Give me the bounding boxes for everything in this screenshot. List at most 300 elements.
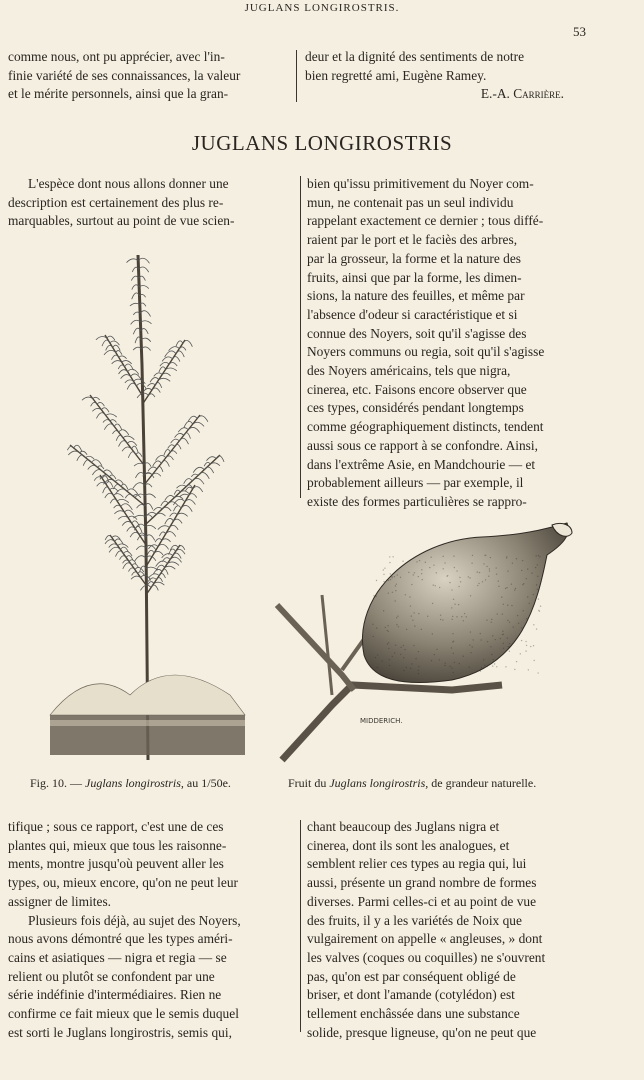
stipple-dot	[449, 666, 450, 667]
stipple-dot	[449, 582, 450, 583]
stipple-dot	[493, 659, 494, 660]
leaflet	[114, 505, 121, 508]
leaflet	[177, 513, 187, 516]
stipple-dot	[395, 590, 396, 591]
leaflet	[112, 361, 122, 364]
walnut-tree-illustration	[30, 245, 260, 775]
stipple-dot	[463, 656, 464, 657]
stipple-dot	[494, 663, 495, 664]
leaflet	[131, 576, 141, 579]
stipple-dot	[508, 646, 509, 647]
stipple-dot	[421, 629, 422, 630]
stipple-dot	[505, 588, 506, 589]
stipple-dot	[477, 571, 478, 572]
stipple-dot	[376, 627, 377, 628]
leaflet	[104, 424, 114, 430]
stipple-dot	[490, 621, 491, 622]
stipple-dot	[446, 576, 447, 577]
stipple-dot	[413, 574, 414, 575]
leaflet	[166, 532, 176, 537]
stipple-dot	[514, 669, 515, 670]
leaflet	[102, 340, 110, 346]
stipple-dot	[514, 589, 515, 590]
stipple-dot	[480, 633, 481, 634]
stipple-dot	[480, 670, 481, 671]
stipple-dot	[506, 556, 507, 557]
stipple-dot	[453, 672, 454, 673]
stipple-dot	[381, 660, 382, 661]
leaflet	[104, 350, 116, 355]
stipple-dot	[511, 584, 512, 585]
text-line: probablement ailleurs — par exemple, il	[307, 475, 524, 491]
stipple-dot	[458, 604, 459, 605]
stipple-dot	[470, 595, 471, 596]
text-line: cinerea, dont ils sont les analogues, et	[307, 837, 510, 853]
stipple-dot	[421, 573, 422, 574]
stipple-dot	[492, 635, 493, 636]
stipple-dot	[472, 646, 473, 647]
leaflet	[91, 402, 97, 406]
text-line: vulgairement on appelle « angleuses, » dont	[307, 931, 543, 947]
stipple-dot	[411, 663, 412, 664]
stipple-dot	[486, 666, 487, 667]
leaflet	[155, 382, 161, 387]
leaflet	[179, 347, 186, 350]
stipple-dot	[418, 576, 419, 577]
stipple-dot	[375, 657, 376, 658]
stipple-dot	[411, 615, 412, 616]
leaflet	[132, 572, 138, 576]
leaflet	[138, 258, 149, 263]
stipple-dot	[470, 652, 471, 653]
stipple-dot	[385, 627, 386, 628]
stipple-dot	[525, 650, 526, 651]
stipple-dot	[383, 569, 384, 570]
stipple-dot	[430, 556, 431, 557]
leaflet	[123, 563, 132, 569]
text-line: Noyers communs ou regia, soit qu'il s'agisse	[307, 344, 545, 360]
stipple-dot	[427, 616, 428, 617]
leaflet	[77, 455, 86, 461]
stipple-dot	[533, 660, 534, 661]
stipple-dot	[439, 587, 440, 588]
leaflet	[82, 397, 93, 400]
stipple-dot	[521, 570, 522, 571]
stipple-dot	[509, 622, 510, 623]
text-line: et le mérite personnels, ainsi que la gran-	[8, 86, 229, 102]
stipple-dot	[443, 568, 444, 569]
stipple-dot	[535, 555, 536, 556]
stipple-dot	[498, 580, 499, 581]
stipple-dot	[502, 613, 503, 614]
leaflet	[119, 370, 128, 374]
leaflet	[173, 357, 180, 362]
text-line: l'absence d'odeur si caractéristique et si	[307, 306, 518, 322]
stipple-dot	[410, 668, 411, 669]
stipple-dot	[422, 579, 423, 580]
text-line: bien regretté ami, Eugène Ramey.	[305, 67, 487, 83]
leaflet	[167, 562, 179, 566]
stipple-dot	[440, 619, 441, 620]
stipple-dot	[444, 562, 445, 563]
stipple-dot	[460, 581, 461, 582]
stipple-dot	[400, 647, 401, 648]
stipple-dot	[458, 586, 459, 587]
leaflet	[135, 556, 146, 561]
stipple-dot	[468, 576, 469, 577]
stipple-dot	[540, 606, 541, 607]
leaflet	[183, 341, 193, 347]
stipple-dot	[509, 643, 510, 644]
stipple-dot	[463, 620, 464, 621]
text-line: raient par le port et le faciès des arbres,	[307, 232, 518, 248]
text-line: des Noyers américains, tels que nigra,	[307, 363, 511, 379]
stipple-dot	[411, 584, 412, 585]
text-line: série indéfinie d'intermédiaires. Rien ne	[8, 987, 222, 1003]
stipple-dot	[432, 603, 433, 604]
leaflet	[152, 473, 160, 476]
stipple-dot	[506, 587, 507, 588]
stipple-dot	[538, 598, 539, 599]
leaflet	[67, 446, 73, 450]
leaflet	[130, 532, 139, 537]
leaflet	[127, 527, 136, 532]
stipple-dot	[433, 564, 434, 565]
leaflet	[116, 435, 123, 441]
text-line: fruits, ainsi que par la forme, les dimen-	[307, 269, 522, 285]
leaflet	[216, 456, 224, 462]
leaflet	[176, 351, 184, 357]
leaflet	[148, 394, 155, 397]
stipple-dot	[392, 656, 393, 657]
text-line: connue des Noyers, soit qu'il s'agisse des	[307, 325, 527, 341]
stipple-dot	[388, 580, 389, 581]
stipple-dot	[416, 561, 417, 562]
leaflet	[103, 420, 110, 423]
stipple-dot	[454, 567, 455, 568]
stipple-dot	[389, 556, 390, 557]
text-line: tifique ; sous ce rapport, c'est une de ces	[8, 819, 224, 834]
stipple-dot	[391, 576, 392, 577]
stipple-dot	[533, 624, 534, 625]
stipple-dot	[415, 658, 416, 659]
stipple-dot	[402, 561, 403, 562]
leaflet	[110, 499, 117, 503]
leaflet	[105, 540, 115, 544]
stipple-dot	[388, 631, 389, 632]
stipple-dot	[433, 584, 434, 585]
stipple-dot	[444, 665, 445, 666]
leaflet	[121, 375, 131, 379]
stipple-dot	[442, 556, 443, 557]
leaflet	[114, 511, 124, 514]
stipple-dot	[413, 612, 414, 613]
stipple-dot	[429, 567, 430, 568]
stipple-dot	[522, 584, 523, 585]
stipple-dot	[489, 568, 490, 569]
text-line: marquables, surtout au point de vue scien-	[8, 213, 235, 229]
text-line: sions, la nature des feuilles, et même par	[307, 288, 525, 304]
stipple-dot	[503, 604, 504, 605]
stipple-dot	[403, 657, 404, 658]
leaflet	[174, 496, 183, 499]
leaflet	[128, 568, 134, 572]
stipple-dot	[521, 640, 522, 641]
leaflet	[103, 487, 110, 493]
stipple-dot	[452, 633, 453, 634]
stipple-dot	[436, 572, 437, 573]
stipple-dot	[466, 616, 467, 617]
text-line: tellement enchâssée dans une substance	[307, 1006, 520, 1022]
column-divider	[296, 50, 297, 102]
leaflet	[181, 505, 192, 511]
leaflet	[188, 427, 199, 432]
text-line: pas, qu'on est par conséquent obligé de	[307, 968, 516, 984]
stipple-dot	[536, 584, 537, 585]
stipple-dot	[503, 643, 504, 644]
stipple-dot	[404, 649, 405, 650]
stipple-dot	[479, 572, 480, 573]
caption-text: Fruit du	[288, 776, 330, 790]
stipple-dot	[537, 564, 538, 565]
text-line: semblent relier ces types au regia qui, lui	[307, 856, 527, 872]
stipple-dot	[484, 555, 485, 556]
stipple-dot	[383, 581, 384, 582]
stipple-dot	[431, 660, 432, 661]
stipple-dot	[408, 572, 409, 573]
leaflet	[185, 500, 195, 505]
stipple-dot	[461, 616, 462, 617]
leaflet	[154, 551, 163, 555]
stipple-dot	[459, 663, 460, 664]
stipple-dot	[409, 596, 410, 597]
leaflet	[159, 574, 165, 578]
stipple-dot	[525, 641, 526, 642]
stipple-dot	[456, 616, 457, 617]
fruit-figure-caption	[288, 776, 536, 791]
stipple-dot	[528, 669, 529, 670]
leaflet	[210, 463, 220, 466]
stipple-dot	[472, 555, 473, 556]
text-line: chant beaucoup des Juglans nigra et	[307, 819, 500, 834]
leaflet	[162, 507, 171, 511]
text-line: mun, ne contenait pas un seul individu	[307, 194, 514, 210]
stipple-dot	[469, 645, 470, 646]
leaflet	[118, 516, 128, 519]
stipple-dot	[539, 556, 540, 557]
stipple-dot	[482, 581, 483, 582]
column-2-top	[307, 175, 587, 512]
stipple-dot	[376, 667, 377, 668]
leaflet	[189, 494, 197, 498]
caption-species: Juglans longirostris,	[329, 776, 429, 790]
leaflet	[151, 585, 158, 590]
stipple-dot	[512, 563, 513, 564]
stipple-dot	[496, 613, 497, 614]
stipple-dot	[529, 603, 530, 604]
stipple-dot	[505, 666, 506, 667]
leaflet	[128, 452, 136, 458]
leaflet	[127, 259, 139, 263]
text-line: briser, et dont l'amande (cotylédon) est	[307, 987, 515, 1003]
text-line: relient ou plutôt se confondent par une	[8, 968, 215, 984]
column-1-bottom	[8, 818, 293, 1042]
stipple-dot	[387, 643, 388, 644]
stipple-dot	[396, 617, 397, 618]
stipple-dot	[392, 592, 393, 593]
stipple-dot	[535, 567, 536, 568]
leaflet	[157, 578, 163, 582]
caption-species: Juglans longirostris,	[85, 776, 184, 790]
text-line: description est certainement des plus re-	[8, 194, 224, 210]
stipple-dot	[521, 627, 522, 628]
leaflet	[92, 408, 101, 411]
leaflet	[193, 422, 204, 426]
stipple-dot	[418, 670, 419, 671]
stipple-dot	[513, 626, 514, 627]
text-line: nous avons démontré que les types améri-	[8, 931, 233, 947]
stipple-dot	[406, 629, 407, 630]
text-line: finie variété de ses connaissances, la valeur	[8, 67, 241, 83]
leaflet	[119, 441, 128, 447]
text-line: les valves (coques ou coquilles) ne s'ouvrent	[307, 949, 546, 965]
stipple-dot	[400, 654, 401, 655]
stipple-dot	[538, 555, 539, 556]
leaflet	[192, 478, 204, 484]
stipple-dot	[490, 557, 491, 558]
stipple-dot	[400, 577, 401, 578]
stipple-dot	[434, 654, 435, 655]
stipple-dot	[531, 572, 532, 573]
leaflet	[111, 355, 118, 360]
stipple-dot	[454, 662, 455, 663]
text-line: deur et la dignité des sentiments de notre	[305, 49, 525, 64]
stipple-dot	[394, 576, 395, 577]
column-divider	[300, 176, 301, 498]
stipple-dot	[526, 618, 527, 619]
stipple-dot	[470, 631, 471, 632]
leaflet	[133, 483, 145, 489]
leaflet	[198, 473, 209, 479]
text-line: plantes qui, mieux que tous les raisonne-	[8, 837, 227, 853]
column-divider	[300, 820, 301, 1032]
stipple-dot	[469, 577, 470, 578]
leaflet	[112, 431, 118, 434]
leaflet	[161, 461, 169, 467]
stipple-dot	[454, 603, 455, 604]
stipple-dot	[518, 623, 519, 624]
text-line: L'espèce dont nous allons donner une	[28, 176, 229, 191]
stipple-dot	[389, 659, 390, 660]
stipple-dot	[515, 588, 516, 589]
stipple-dot	[397, 574, 398, 575]
stipple-dot	[511, 605, 512, 606]
stipple-dot	[403, 645, 404, 646]
text-line: ces types, considérés pendant longtemps	[307, 400, 524, 416]
leaflet	[92, 470, 103, 475]
leaflet	[125, 494, 133, 498]
stipple-dot	[483, 563, 484, 564]
stipple-dot	[483, 659, 484, 660]
stipple-dot	[502, 634, 503, 635]
stipple-dot	[398, 626, 399, 627]
stipple-dot	[523, 610, 524, 611]
caption-text: Fig. 10. —	[30, 776, 86, 790]
stipple-dot	[522, 560, 523, 561]
stipple-dot	[507, 605, 508, 606]
stipple-dot	[527, 596, 528, 597]
stipple-dot	[451, 589, 452, 590]
stipple-dot	[496, 574, 497, 575]
stipple-dot	[389, 562, 390, 563]
stipple-dot	[387, 625, 388, 626]
leaflet	[162, 539, 171, 542]
caption-text: au 1/50e.	[183, 776, 231, 790]
leaflet	[127, 383, 136, 389]
text-line: confirme ce fait mieux que le semis duquel	[8, 1006, 239, 1022]
stipple-dot	[509, 651, 510, 652]
leaflet	[197, 416, 208, 422]
leaflet	[105, 493, 114, 498]
leaflet	[120, 556, 127, 560]
stipple-dot	[501, 596, 502, 597]
text-line: aussi, présente un grand nombre de formes	[307, 875, 537, 891]
text-line: types, ou, mieux encore, qu'on ne peut leur	[8, 875, 238, 891]
stipple-dot	[451, 647, 452, 648]
stipple-dot	[453, 555, 454, 556]
caption-text: de grandeur naturelle.	[428, 776, 537, 790]
leaflet	[68, 451, 79, 455]
leaflet	[83, 460, 91, 466]
stipple-dot	[453, 641, 454, 642]
stipple-dot	[425, 562, 426, 563]
stipple-dot	[442, 619, 443, 620]
stipple-dot	[464, 613, 465, 614]
stipple-dot	[440, 614, 441, 615]
leaflet	[184, 433, 191, 439]
stipple-dot	[376, 580, 377, 581]
stipple-dot	[523, 583, 524, 584]
leaflet	[122, 447, 132, 451]
stipple-dot	[419, 560, 420, 561]
stipple-dot	[405, 594, 406, 595]
stipple-dot	[477, 585, 478, 586]
leaflet	[154, 582, 165, 585]
leaflet	[117, 499, 129, 502]
stipple-dot	[436, 649, 437, 650]
tree-figure-caption	[30, 776, 231, 791]
leaflet	[140, 321, 151, 324]
stipple-dot	[444, 662, 445, 663]
stipple-dot	[395, 585, 396, 586]
stipple-dot	[405, 667, 406, 668]
stipple-dot	[516, 661, 517, 662]
stipple-dot	[372, 624, 373, 625]
column-1-top	[8, 175, 293, 231]
stipple-dot	[451, 667, 452, 668]
stipple-dot	[403, 670, 404, 671]
stipple-dot	[507, 570, 508, 571]
leaflet	[166, 456, 174, 460]
stipple-dot	[471, 562, 472, 563]
leaflet	[158, 526, 170, 530]
column-2-bottom	[307, 818, 587, 1042]
leaflet	[136, 546, 145, 550]
stipple-dot	[453, 653, 454, 654]
stipple-dot	[539, 610, 540, 611]
stipple-dot	[533, 594, 534, 595]
stipple-dot	[372, 636, 373, 637]
